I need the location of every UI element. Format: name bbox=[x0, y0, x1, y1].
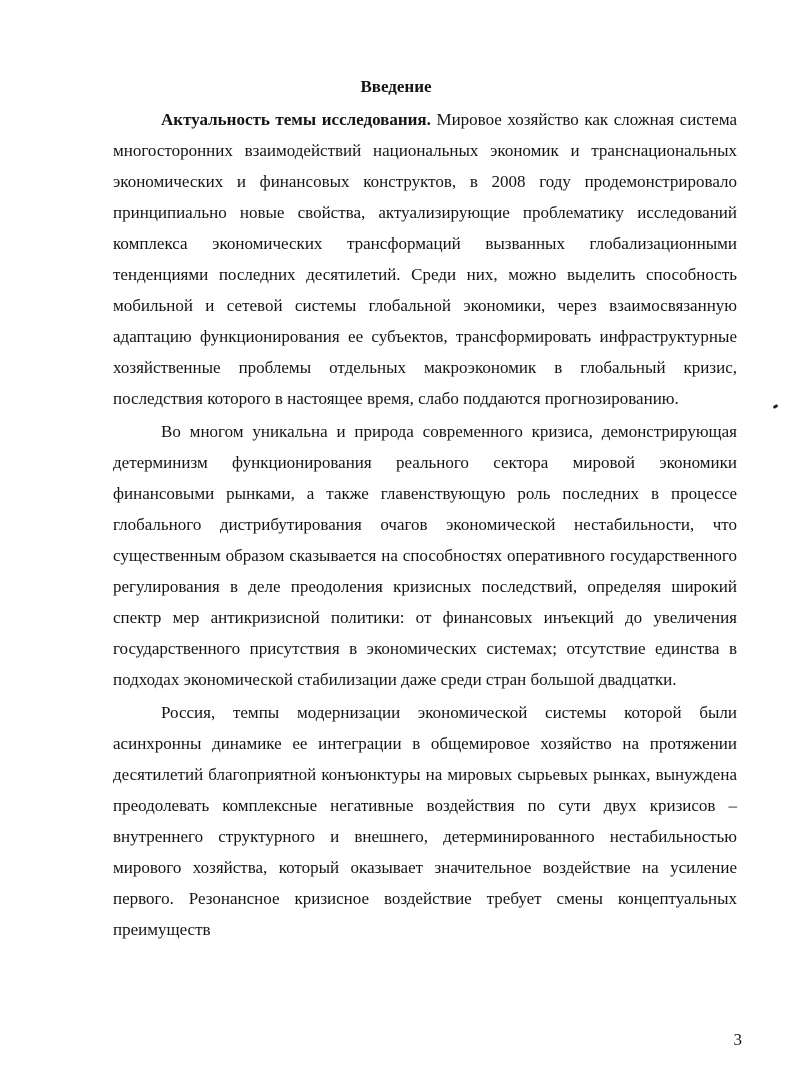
paragraph-relevance bbox=[113, 104, 737, 414]
paragraph-lead: Актуальность темы исследования. bbox=[161, 110, 431, 129]
paragraph-text: Мировое хозяйство как сложная система многосторонних взаимодействий национальных экономик и транснациональных экономических и финансовых конструктов, в 2008 году продемонстрировало принципиально новые свойства, актуализирующие проблематику исследований комплекса экономических трансформаций вызванных глобализационными тенденциями последних десятилетий. Среди них, можно выделить способность мобильной и сетевой системы глобальной экономики, через взаимосвязанную адаптацию функционирования ее субъектов, трансформировать инфраструктурные хозяйственные проблемы отдельных макроэкономик в глобальный кризис, последствия которого в настоящее время, слабо поддаются прогнозированию. bbox=[113, 110, 738, 408]
scan-speck bbox=[773, 404, 779, 409]
page-heading: Введение bbox=[360, 77, 432, 96]
paragraph-crisis-nature: Во многом уникальна и природа современного кризиса, демонстрирующая детерминизм функционирования реального сектора мировой экономики финансовыми рынками, а также главенствующую роль последних в процессе глобального дистрибутирования очагов экономической нестабильности, что существенным образом сказывается на способностях оперативного государственного регулирования в деле преодоления кризисных последствий, определяя широкий спектр мер антикризисной политики: от финансовых инъекций до увеличения государственного присутствия в экономических системах; отсутствие единства в подходах экономической стабилизации даже среди стран большой двадцатки. bbox=[113, 422, 737, 689]
page-number: 3 bbox=[733, 1030, 742, 1049]
paragraph-russia: Россия, темпы модернизации экономической системы которой были асинхронны динамике ее интеграции в общемировое хозяйство на протяжении десятилетий благоприятной конъюнктуры на мировых сырьевых рынках, вынуждена преодолевать комплексные негативные воздействия по сути двух кризисов – внутреннего структурного и внешнего, детерминированного нестабильностью мирового хозяйства, который оказывает значительное воздействие на усиление первого. Резонансное кризисное воздействие требует смены концептуальных преимуществ bbox=[113, 703, 737, 939]
body-text bbox=[113, 104, 737, 945]
